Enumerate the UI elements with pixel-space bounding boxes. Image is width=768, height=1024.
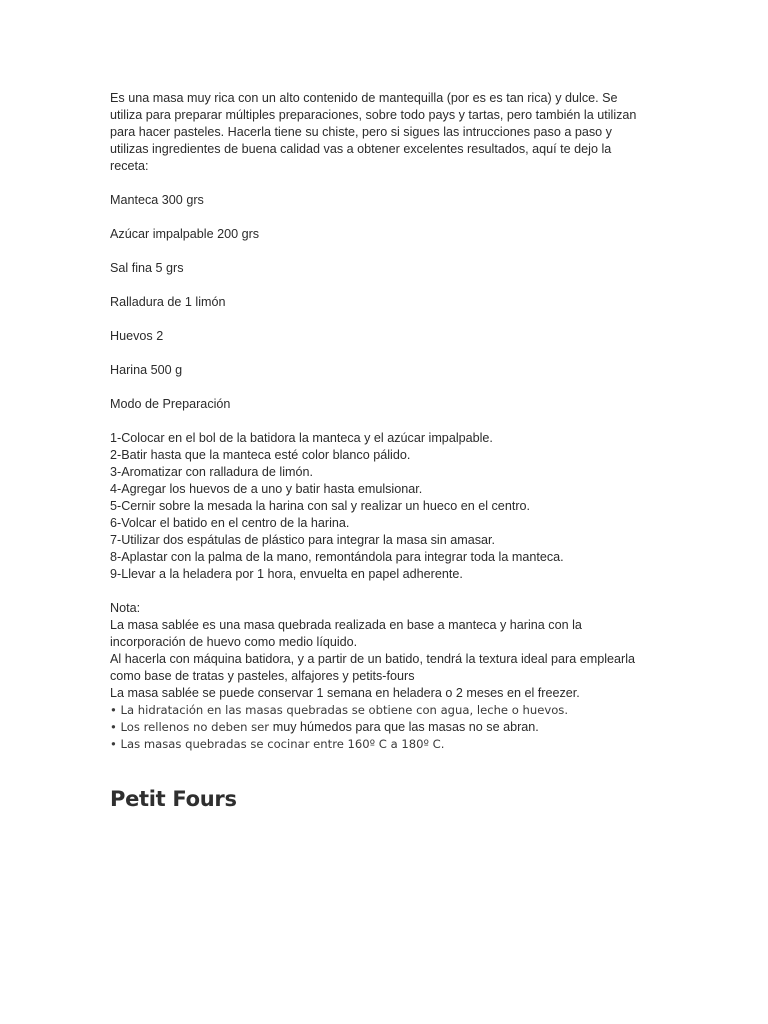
steps-list bbox=[110, 430, 658, 583]
document-body bbox=[110, 90, 658, 770]
note-bullet bbox=[110, 702, 658, 719]
ingredient-item: Manteca 300 grs bbox=[110, 193, 204, 207]
ingredient-item: Harina 500 g bbox=[110, 363, 183, 377]
intro-line: utiliza para preparar múltiples preparaciones, sobre todo pays y tartas, pero también la utilizan bbox=[110, 108, 637, 122]
intro-line: utilizas ingredientes de buena calidad vas a obtener excelentes resultados, aquí te dejo la bbox=[110, 142, 612, 156]
method-heading: Modo de Preparación bbox=[110, 397, 231, 411]
note-bullet-text: • Las masas quebradas se cocinar entre 160º C a 180º C. bbox=[110, 737, 445, 751]
ingredient-item: Ralladura de 1 limón bbox=[110, 295, 226, 309]
section-title: Petit Fours bbox=[110, 787, 237, 811]
note-bullet bbox=[110, 736, 658, 753]
ingredient-item: Huevos 2 bbox=[110, 329, 164, 343]
step-item: 8-Aplastar con la palma de la mano, remontándola para integrar toda la manteca. bbox=[110, 550, 564, 564]
note-bullet-text: • La hidratación en las masas quebradas se obtiene con agua, leche o huevos. bbox=[110, 703, 569, 717]
step-item: 1-Colocar en el bol de la batidora la manteca y el azúcar impalpable. bbox=[110, 431, 493, 445]
note-bullet-text: • Los rellenos no deben ser bbox=[110, 720, 273, 734]
note-bullet bbox=[110, 719, 658, 736]
note-line: como base de tratas y pasteles, alfajores y petits-fours bbox=[110, 669, 415, 683]
intro-line: para hacer pasteles. Hacerla tiene su chiste, pero si sigues las intrucciones paso a paso y bbox=[110, 125, 612, 139]
step-item: 2-Batir hasta que la manteca esté color blanco pálido. bbox=[110, 448, 411, 462]
step-item: 6-Volcar el batido en el centro de la harina. bbox=[110, 516, 350, 530]
step-item: 4-Agregar los huevos de a uno y batir hasta emulsionar. bbox=[110, 482, 423, 496]
note-line: Al hacerla con máquina batidora, y a partir de un batido, tendrá la textura ideal para emplearla bbox=[110, 652, 636, 666]
ingredient-item: Sal fina 5 grs bbox=[110, 261, 184, 275]
step-item: 3-Aromatizar con ralladura de limón. bbox=[110, 465, 313, 479]
step-item: 9-Llevar a la heladera por 1 hora, envuelta en papel adherente. bbox=[110, 567, 463, 581]
intro-line: Es una masa muy rica con un alto contenido de mantequilla (por es es tan rica) y dulce. Se bbox=[110, 91, 618, 105]
step-item: 7-Utilizar dos espátulas de plástico para integrar la masa sin amasar. bbox=[110, 533, 495, 547]
note-bullet-text: muy húmedos para que las masas no se abran. bbox=[272, 720, 539, 734]
note-line: La masa sablée se puede conservar 1 semana en heladera o 2 meses en el freezer. bbox=[110, 686, 580, 700]
note-line: incorporación de huevo como medio líquido. bbox=[110, 635, 358, 649]
ingredient-item: Azúcar impalpable 200 grs bbox=[110, 227, 260, 241]
intro-line: receta: bbox=[110, 159, 149, 173]
note-label: Nota: bbox=[110, 601, 141, 615]
step-item: 5-Cernir sobre la mesada la harina con sal y realizar un hueco en el centro. bbox=[110, 499, 531, 513]
note-line: La masa sablée es una masa quebrada realizada en base a manteca y harina con la bbox=[110, 618, 582, 632]
intro-paragraph bbox=[110, 90, 658, 175]
note-section bbox=[110, 600, 658, 753]
